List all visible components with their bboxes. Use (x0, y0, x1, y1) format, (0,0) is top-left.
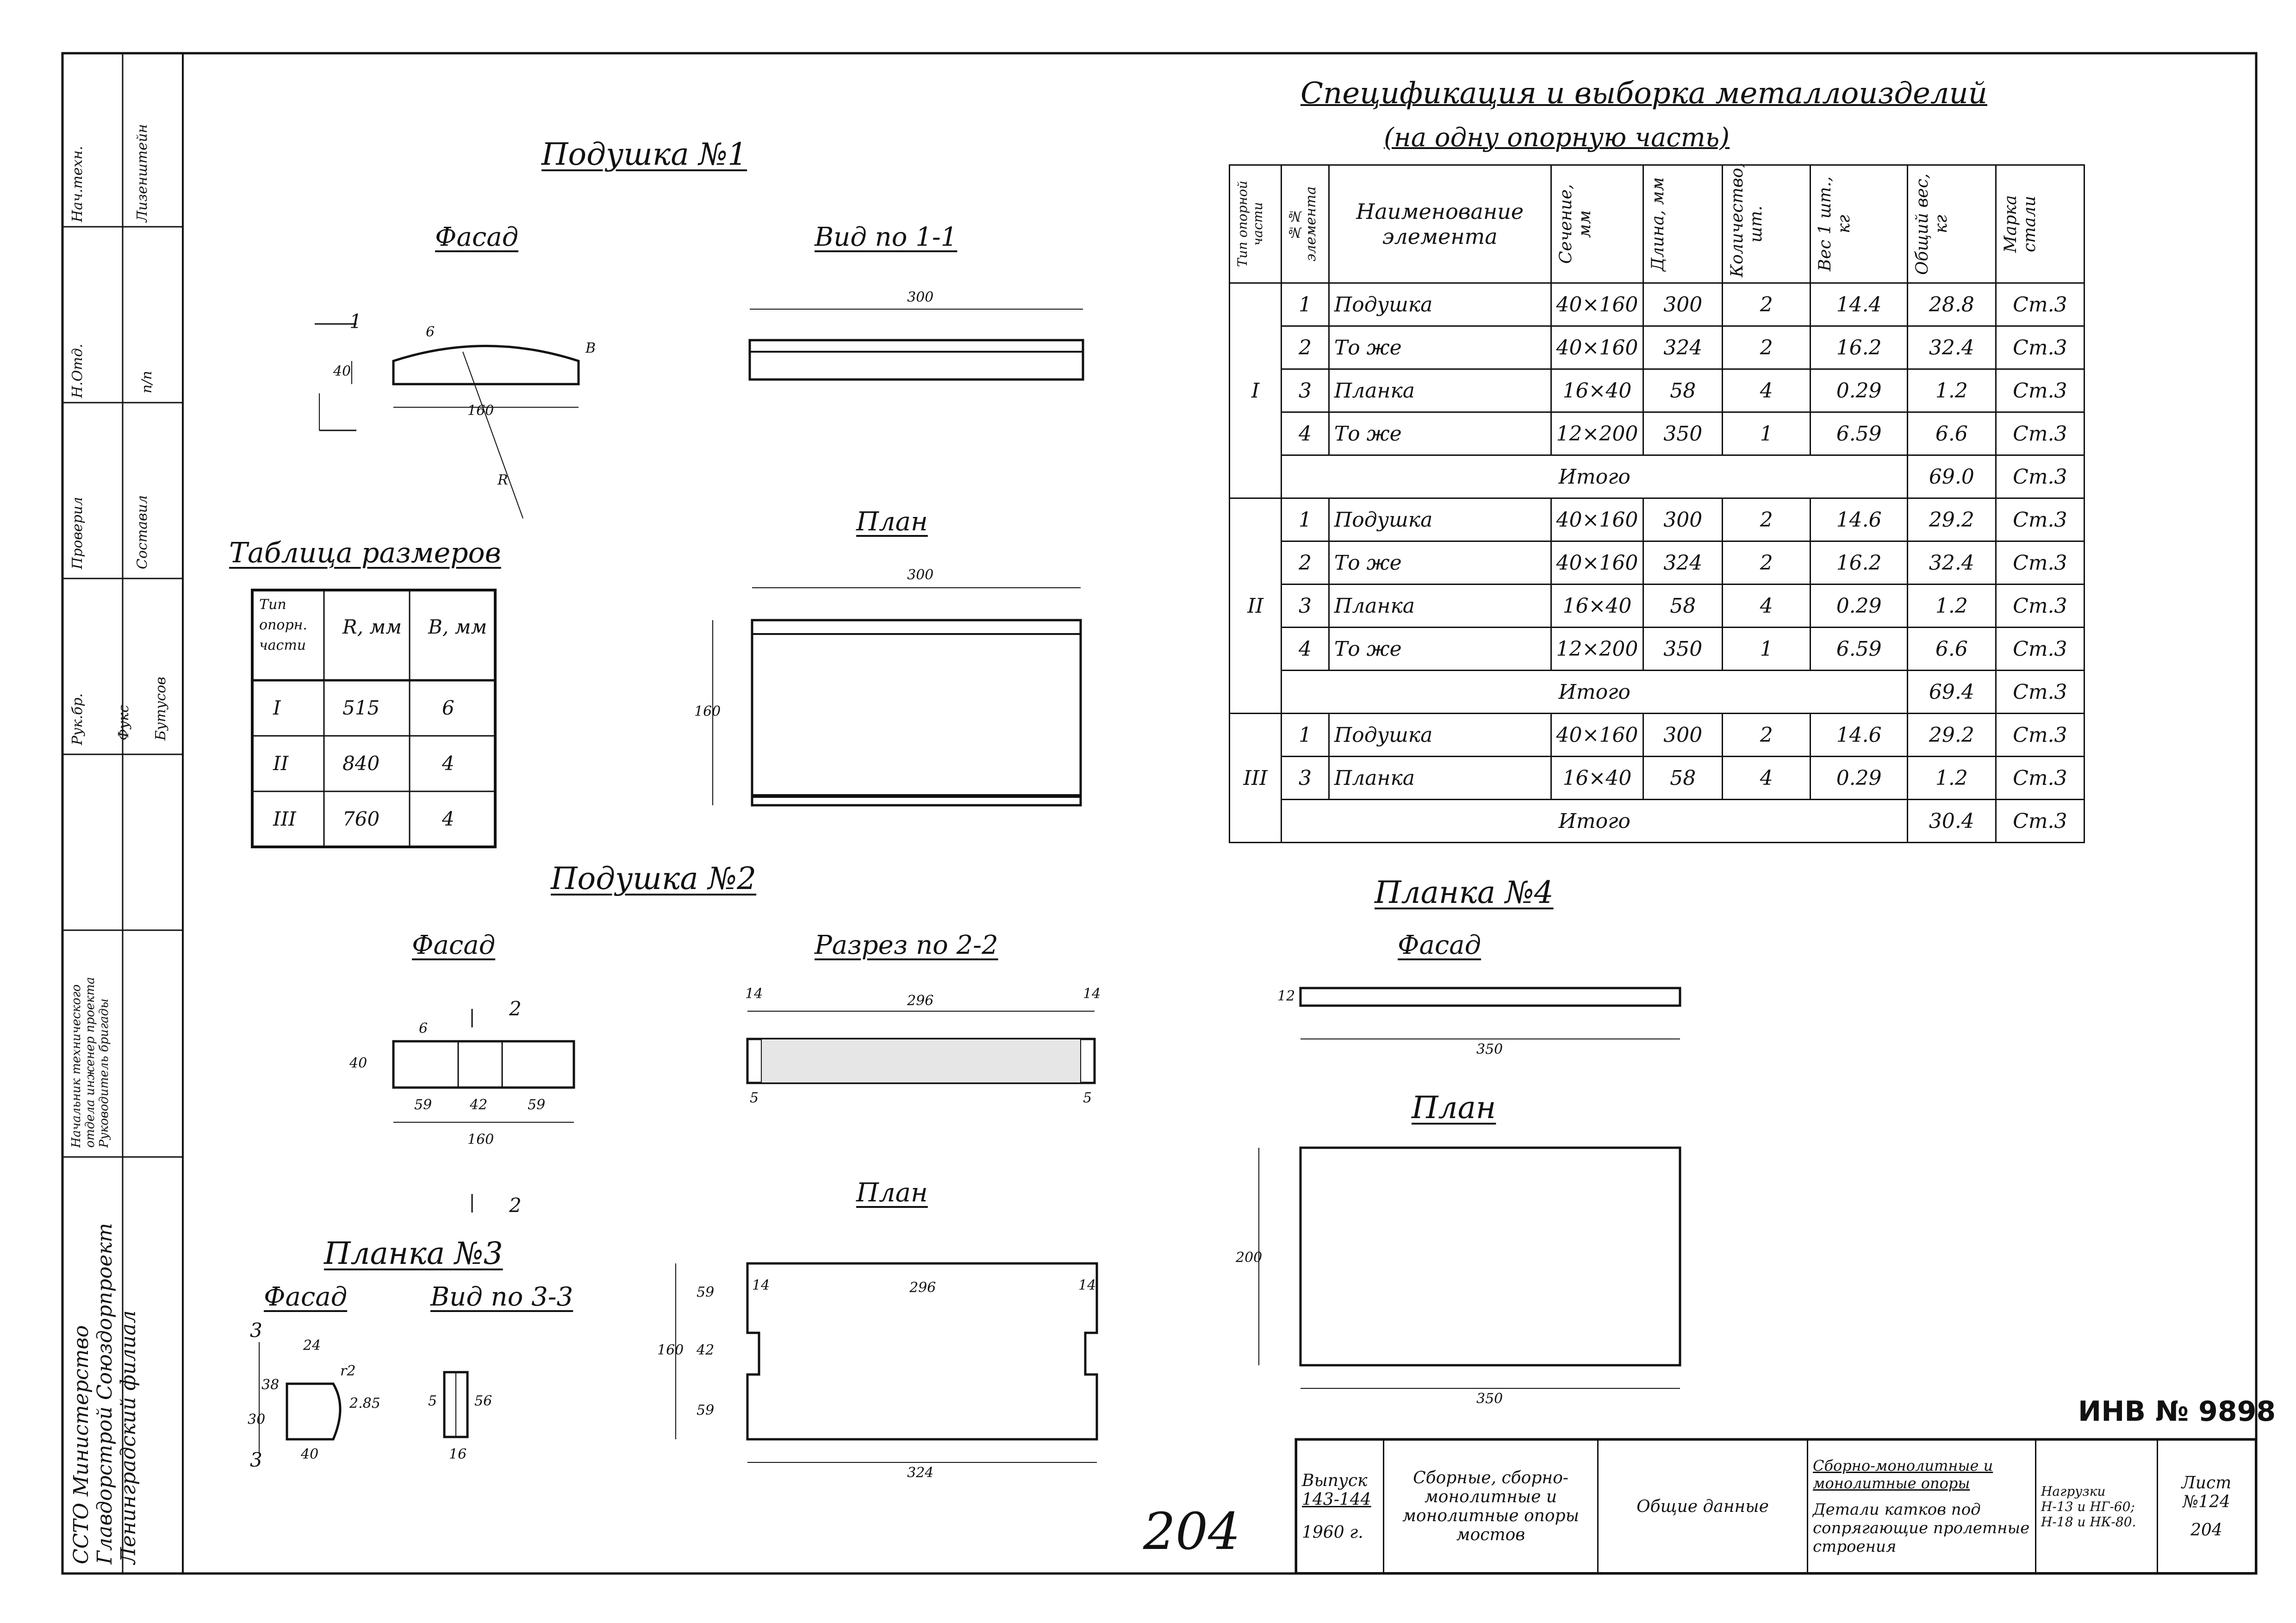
spec-cell: То же (1329, 412, 1551, 455)
spec-type-cell: II (1230, 498, 1282, 714)
spec-cell: То же (1329, 628, 1551, 671)
size-table-cell: II (273, 752, 289, 775)
pad2-title: Подушка №2 (551, 861, 757, 896)
spec-cell: 14.6 (1811, 498, 1908, 541)
spec-total-row (1230, 455, 2084, 498)
spec-cell: Ст.3 (1996, 412, 2084, 455)
spec-total-label: Итого (1282, 800, 1908, 843)
spec-cell: 40×160 (1551, 541, 1643, 585)
strip-label: Рук.бр. (69, 693, 86, 745)
plate4-facade-title: Фасад (1398, 930, 1481, 960)
spec-header: Наименование элемента (1329, 165, 1551, 283)
pad2-dim-a: 59 (414, 1097, 432, 1113)
spec-cell: 1 (1723, 412, 1811, 455)
spec-total-value: 69.4 (1908, 671, 1996, 714)
plate4-dim-l: 350 (1476, 1041, 1503, 1057)
pad2-plan-title: План (856, 1178, 928, 1208)
spec-cell: 2 (1723, 714, 1811, 757)
spec-cell: То же (1329, 541, 1551, 585)
spec-cell: 1.2 (1908, 585, 1996, 628)
spec-title: Спецификация и выборка металлоизделий (1300, 76, 1987, 111)
size-table-cell: 840 (342, 752, 380, 775)
spec-cell: 324 (1643, 326, 1723, 369)
size-table-cell: 760 (342, 808, 380, 830)
pad1-plan-title: План (856, 507, 928, 537)
spec-type-cell: I (1230, 283, 1282, 498)
spec-cell: Ст.3 (1996, 541, 2084, 585)
size-table-cell: 515 (342, 696, 380, 719)
plate4-dim-w: 200 (1236, 1250, 1263, 1266)
plate3-dim-a: 24 (303, 1337, 321, 1354)
size-table-header: Тип опорн. части (259, 597, 307, 653)
spec-cell: Ст.3 (1996, 585, 2084, 628)
pad2-weld: 6 (419, 1020, 428, 1037)
spec-cell: 0.29 (1811, 757, 1908, 800)
spec-row (1230, 628, 2084, 671)
spec-cell: 58 (1643, 757, 1723, 800)
spec-cell: 6.59 (1811, 412, 1908, 455)
pad1-view-title: Вид по 1-1 (815, 222, 958, 252)
plate4-dim-t: 12 (1277, 988, 1295, 1004)
stamp-title: Сборно-монолитные и монолитные опоры Детали катков под сопрягающие пролетные строения (1808, 1440, 2036, 1573)
spec-cell: Подушка (1329, 283, 1551, 326)
spec-total-grade: Ст.3 (1996, 800, 2084, 843)
stamp-loads: Нагрузки Н-13 и НГ-60; Н-18 и НК-80. (2036, 1440, 2158, 1573)
spec-cell: То же (1329, 326, 1551, 369)
plate3-section-mark: 3 (250, 1449, 262, 1471)
pad2-section-mark: 2 (509, 1194, 522, 1217)
pad2-facade-title: Фасад (412, 930, 496, 960)
spec-cell: 16.2 (1811, 541, 1908, 585)
spec-row (1230, 326, 2084, 369)
spec-cell: 3 (1282, 757, 1329, 800)
spec-cell: 4 (1723, 757, 1811, 800)
spec-cell: 2 (1282, 541, 1329, 585)
pad1-dim-height: 40 (333, 363, 351, 379)
plate3-view-title: Вид по 3-3 (430, 1282, 573, 1312)
spec-cell: 2 (1723, 498, 1811, 541)
pad1-plan-width: 160 (694, 703, 721, 720)
spec-cell: 0.29 (1811, 585, 1908, 628)
spec-cell: 1 (1282, 283, 1329, 326)
inventory-number: ИНВ № 9898 (2078, 1395, 2276, 1428)
title-block (1296, 1439, 2256, 1573)
spec-cell: Планка (1329, 585, 1551, 628)
size-table-header: B, мм (428, 616, 487, 638)
spec-cell: 4 (1282, 628, 1329, 671)
spec-cell: 29.2 (1908, 498, 1996, 541)
size-table-header: R, мм (342, 616, 402, 638)
stamp-series: Сборные, сборно-монолитные и монолитные опоры мостов (1384, 1440, 1598, 1573)
plate3-dim-b: 40 (301, 1446, 319, 1462)
spec-cell: Ст.3 (1996, 757, 2084, 800)
pad2-plan-inner: 296 (909, 1280, 936, 1296)
pad2-section-title: Разрез по 2-2 (815, 930, 998, 960)
spec-cell: 1 (1282, 714, 1329, 757)
spec-cell: 58 (1643, 369, 1723, 412)
spec-cell: 40×160 (1551, 498, 1643, 541)
spec-cell: 12×200 (1551, 628, 1643, 671)
spec-row (1230, 369, 2084, 412)
pad2-plan-width: 160 (657, 1342, 684, 1358)
spec-cell: 40×160 (1551, 326, 1643, 369)
pad2-section-end: 14 (745, 986, 763, 1002)
strip-label: Лизенштейн (134, 124, 150, 222)
spec-cell: 324 (1643, 541, 1723, 585)
pad1-dim-width: 160 (467, 403, 494, 419)
spec-cell: Ст.3 (1996, 326, 2084, 369)
spec-cell: 14.6 (1811, 714, 1908, 757)
spec-total-row (1230, 671, 2084, 714)
size-table-title: Таблица размеров (229, 537, 501, 569)
spec-cell: 2 (1723, 326, 1811, 369)
plate3-facade-title: Фасад (264, 1282, 348, 1312)
strip-label: п/п (139, 371, 155, 393)
spec-cell: 28.8 (1908, 283, 1996, 326)
spec-cell: 16×40 (1551, 369, 1643, 412)
strip-label: Н.Отд. (69, 343, 86, 398)
pad2-section-length: 296 (907, 993, 934, 1009)
spec-cell: 1.2 (1908, 757, 1996, 800)
pad2-dim-height: 40 (349, 1055, 367, 1071)
plate3-section-mark: 3 (250, 1319, 262, 1342)
stamp-sheet: Лист №124 204 (2158, 1440, 2256, 1573)
plate3-dim-h2: 30 (248, 1412, 266, 1428)
pad2-dim-b: 42 (470, 1097, 488, 1113)
strip-label: Начальник технического отдела инженер проекта Руководитель бригады (69, 977, 111, 1148)
spec-cell: Ст.3 (1996, 369, 2084, 412)
stamp-issue: Выпуск 143-144 1960 г. (1297, 1440, 1384, 1573)
spec-header: Тип опорной части (1230, 165, 1282, 283)
spec-header: Сечение, мм (1551, 165, 1643, 283)
spec-cell: 32.4 (1908, 326, 1996, 369)
pad2-dim-width: 160 (467, 1132, 494, 1148)
plate4-title: Планка №4 (1375, 875, 1554, 910)
sheet-number: 204 (1143, 1502, 1240, 1561)
spec-row (1230, 585, 2084, 628)
spec-cell: 16×40 (1551, 757, 1643, 800)
spec-cell: 16.2 (1811, 326, 1908, 369)
spec-cell: 4 (1723, 369, 1811, 412)
pad1-weld: 6 (426, 324, 435, 340)
specification-table (1229, 164, 2085, 843)
pad2-plan-end: 14 (752, 1277, 770, 1293)
spec-subtitle: (на одну опорную часть) (1384, 123, 1730, 153)
spec-cell: 0.29 (1811, 369, 1908, 412)
spec-cell: Ст.3 (1996, 283, 2084, 326)
pad1-facade-title: Фасад (435, 222, 519, 252)
spec-cell: 1 (1282, 498, 1329, 541)
spec-cell: 58 (1643, 585, 1723, 628)
size-table-cell: III (273, 808, 296, 830)
spec-total-value: 69.0 (1908, 455, 1996, 498)
spec-cell: 4 (1723, 585, 1811, 628)
spec-cell: 350 (1643, 628, 1723, 671)
spec-cell: 14.4 (1811, 283, 1908, 326)
pad1-title: Подушка №1 (541, 137, 747, 172)
spec-cell: 350 (1643, 412, 1723, 455)
spec-row (1230, 498, 2084, 541)
spec-cell: 6.6 (1908, 412, 1996, 455)
spec-cell: 2 (1282, 326, 1329, 369)
plate4-plan-title: План (1412, 1090, 1496, 1126)
spec-cell: 300 (1643, 283, 1723, 326)
spec-total-grade: Ст.3 (1996, 671, 2084, 714)
pad1-dim-r: R (498, 472, 508, 488)
spec-total-value: 30.4 (1908, 800, 1996, 843)
strip-label: Проверил (69, 497, 86, 569)
pad2-plan-c: 59 (697, 1402, 715, 1418)
spec-cell: 40×160 (1551, 283, 1643, 326)
spec-cell: Ст.3 (1996, 498, 2084, 541)
spec-cell: 1.2 (1908, 369, 1996, 412)
spec-header: Количество, шт. (1723, 165, 1811, 283)
spec-cell: 1 (1723, 628, 1811, 671)
size-table-cell: 4 (442, 808, 454, 830)
spec-cell: Ст.3 (1996, 714, 2084, 757)
plate3-dim-v: 16 (449, 1446, 467, 1462)
pad2-plan-b: 42 (697, 1342, 715, 1358)
spec-cell: Планка (1329, 369, 1551, 412)
pad2-section-weld: 5 (1083, 1090, 1092, 1106)
plate3-dim-r: r2 (340, 1363, 356, 1379)
spec-header: Длина, мм (1643, 165, 1723, 283)
spec-row (1230, 412, 2084, 455)
pad1-view-length: 300 (907, 289, 934, 305)
pad1-section-mark: 1 (349, 310, 362, 333)
plate3-dim-z: 2.85 (349, 1395, 380, 1412)
plate4-dim-l2: 350 (1476, 1391, 1503, 1407)
spec-total-row (1230, 800, 2084, 843)
spec-row (1230, 757, 2084, 800)
pad2-section-weld: 5 (750, 1090, 759, 1106)
strip-label: Бутусов (153, 677, 169, 740)
size-table-cell: 6 (442, 696, 454, 719)
spec-header: Вес 1 шт., кг (1811, 165, 1908, 283)
spec-cell: 2 (1723, 283, 1811, 326)
pad2-section-end: 14 (1083, 986, 1101, 1002)
size-table-cell: I (273, 696, 281, 719)
spec-row (1230, 283, 2084, 326)
spec-cell: 32.4 (1908, 541, 1996, 585)
spec-cell: 4 (1282, 412, 1329, 455)
spec-cell: 29.2 (1908, 714, 1996, 757)
spec-cell: 3 (1282, 585, 1329, 628)
pad1-plan-length: 300 (907, 567, 934, 583)
spec-header: Общий вес, кг (1908, 165, 1996, 283)
spec-total-grade: Ст.3 (1996, 455, 2084, 498)
spec-cell: 12×200 (1551, 412, 1643, 455)
spec-cell: Подушка (1329, 714, 1551, 757)
spec-cell: 6.6 (1908, 628, 1996, 671)
spec-header: №№ элемента (1282, 165, 1329, 283)
spec-total-label: Итого (1282, 671, 1908, 714)
pad2-plan-end: 14 (1078, 1277, 1096, 1293)
spec-total-label: Итого (1282, 455, 1908, 498)
spec-cell: 40×160 (1551, 714, 1643, 757)
spec-row (1230, 541, 2084, 585)
size-table-cell: 4 (442, 752, 454, 775)
spec-cell: 16×40 (1551, 585, 1643, 628)
strip-label: ССТО Министерство Главдорстрой Союздорпроект Ленинградский филиал (69, 1223, 140, 1564)
spec-cell: 300 (1643, 714, 1723, 757)
pad1-dim-b: B (585, 340, 596, 356)
plate3-dim-h: 38 (261, 1377, 280, 1393)
spec-cell: Планка (1329, 757, 1551, 800)
stamp-section: Общие данные (1598, 1440, 1808, 1573)
pad2-plan-length: 324 (907, 1465, 934, 1481)
plate3-dim-w: 5 (428, 1393, 437, 1409)
spec-cell: 3 (1282, 369, 1329, 412)
spec-cell: 300 (1643, 498, 1723, 541)
spec-header: Марка стали (1996, 165, 2084, 283)
plate3-title: Планка №3 (324, 1236, 503, 1271)
spec-cell: Ст.3 (1996, 628, 2084, 671)
pad2-section-mark: 2 (509, 997, 522, 1020)
pad2-plan-a: 59 (697, 1284, 715, 1300)
plate3-dim-t: 56 (474, 1393, 492, 1409)
pad2-dim-c: 59 (528, 1097, 546, 1113)
spec-cell: 6.59 (1811, 628, 1908, 671)
strip-label: Фукс (116, 704, 132, 740)
spec-row (1230, 714, 2084, 757)
spec-type-cell: III (1230, 714, 1282, 843)
spec-cell: Подушка (1329, 498, 1551, 541)
strip-label: Составил (134, 495, 150, 569)
strip-label: Нач.техн. (69, 146, 86, 222)
spec-cell: 2 (1723, 541, 1811, 585)
